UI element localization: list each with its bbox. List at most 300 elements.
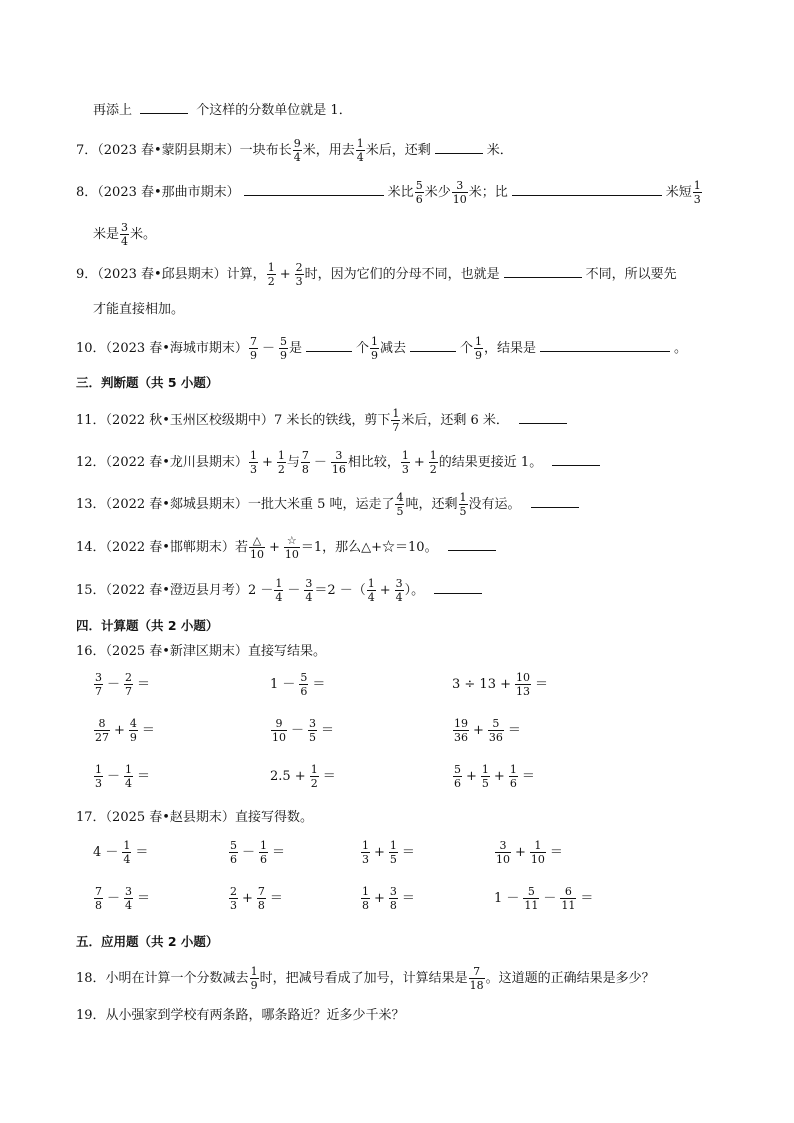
calc-item[interactable] [93, 840, 151, 865]
denominator: 13 [516, 685, 530, 698]
denominator: 8 [301, 463, 309, 476]
equals-sign: ＝ [137, 677, 151, 692]
calc-item[interactable] [452, 764, 538, 789]
fraction [277, 450, 286, 475]
denominator: 4 [305, 591, 313, 604]
numerator: 1 [459, 491, 467, 504]
numerator: 1 [481, 763, 489, 776]
section-heading-3: 三．判断题（共 5 小题） [76, 375, 219, 390]
fraction [474, 336, 483, 361]
numerator: 4 [396, 491, 404, 504]
operator: + [379, 583, 391, 598]
denominator: 10 [496, 853, 510, 866]
numerator: 6 [564, 885, 572, 898]
numerator: 9 [293, 137, 301, 150]
numerator: 1 [260, 839, 268, 852]
question-source: （2025 春•新津区期末） [105, 644, 248, 659]
numerator: 5 [454, 763, 461, 776]
question-18 [76, 966, 655, 991]
operator: + [493, 769, 505, 784]
numerator: 3 [125, 885, 133, 898]
q12-text: 与 [286, 455, 300, 470]
denominator: 9 [250, 979, 258, 992]
fraction [229, 840, 238, 865]
denominator: 3 [693, 193, 701, 206]
q14-text: 若 [234, 540, 248, 555]
q8-text: 米；比 [468, 185, 508, 200]
fraction [361, 840, 370, 865]
calc-prefix: 4 － [93, 845, 119, 860]
q6-blank[interactable] [140, 100, 188, 114]
denominator: 5 [481, 777, 489, 790]
denominator: 3 [295, 275, 303, 288]
equals-sign: ＝ [321, 723, 335, 738]
q10-text: 减去 [379, 341, 406, 356]
denominator: 6 [300, 685, 308, 698]
numerator: 7 [301, 449, 309, 462]
numerator: 1 [370, 335, 378, 348]
question-source: （2023 春•邱县期末） [97, 267, 227, 282]
q10-blank-3[interactable] [540, 338, 670, 352]
numerator: 3 [335, 449, 343, 462]
q8-text: 米少 [424, 185, 451, 200]
numerator: 1 [250, 965, 258, 978]
operator: + [279, 267, 291, 282]
operator: － [287, 583, 301, 598]
fraction [401, 450, 410, 475]
numerator: 3 [95, 671, 102, 684]
numerator: 7 [257, 885, 265, 898]
fraction [389, 840, 398, 865]
q9-text: 才能直接相加。 [93, 302, 185, 317]
q13-text: 没有运。 [468, 497, 521, 512]
denominator: 36 [454, 731, 468, 744]
denominator: 3 [362, 853, 369, 866]
numerator: 3 [395, 577, 403, 590]
fraction [249, 450, 258, 475]
fraction [356, 138, 365, 163]
operator: + [261, 455, 273, 470]
numerator: 5 [492, 717, 500, 730]
calc-item[interactable] [93, 886, 153, 911]
fraction [453, 718, 469, 743]
numerator: 3 [456, 179, 464, 192]
question-number: 10． [76, 341, 106, 356]
calc-item[interactable] [228, 840, 288, 865]
denominator: 16 [331, 463, 346, 476]
denominator: 4 [125, 777, 133, 790]
denominator: 18 [469, 979, 484, 992]
equals-sign: ＝ [269, 891, 283, 906]
denominator: 6 [509, 777, 517, 790]
fraction [124, 764, 133, 789]
q19-text: 从小强家到学校有两条路，哪条路近？近多少千米？ [105, 1008, 405, 1023]
equals-sign: ＝ [322, 769, 336, 784]
question-8-cont [93, 222, 156, 247]
calc-item[interactable] [452, 718, 524, 743]
question-19 [76, 1006, 405, 1026]
fraction [530, 840, 546, 865]
numerator: 19 [454, 717, 468, 730]
operator: － [543, 891, 557, 906]
operator: － [107, 769, 121, 784]
fraction [509, 764, 518, 789]
fraction [301, 450, 310, 475]
numerator: 1 [367, 577, 375, 590]
fraction [229, 886, 238, 911]
numerator: 1 [277, 449, 285, 462]
numerator: △ [252, 534, 262, 547]
denominator: 9 [279, 349, 287, 362]
denominator: 2 [277, 463, 285, 476]
operator: + [374, 845, 385, 860]
numerator: 1 [267, 261, 275, 274]
question-number: 12． [76, 455, 106, 470]
fraction [331, 450, 347, 475]
question-17 [76, 808, 313, 828]
section-heading-5: 五．应用题（共 2 小题） [76, 934, 219, 949]
fraction [415, 180, 424, 205]
fraction [370, 336, 379, 361]
q12-blank[interactable] [552, 452, 600, 466]
calc-item[interactable] [270, 764, 339, 789]
equals-sign: ＝ [141, 723, 155, 738]
question-number: 15． [76, 583, 106, 598]
fraction [122, 840, 131, 865]
q10-text: ，结果是 [484, 341, 537, 356]
denominator: 7 [125, 685, 133, 698]
denominator: 10 [249, 548, 264, 561]
denominator: 4 [121, 235, 129, 248]
calc-item[interactable] [93, 718, 158, 743]
q16-text: 直接写结果。 [247, 644, 326, 659]
fraction [308, 718, 317, 743]
fraction [395, 578, 404, 603]
question-number: 7． [76, 143, 98, 158]
question-number: 18． [76, 971, 106, 986]
q7-text: 米，用去 [302, 143, 355, 158]
q11-text: 7 米长的铁线，剪下 [273, 413, 391, 428]
q10-text: 。 [674, 341, 688, 356]
fraction [249, 336, 258, 361]
equals-sign: ＝ [401, 845, 415, 860]
question-7 [76, 138, 513, 163]
denominator: 5 [309, 731, 317, 744]
q13-text: 吨，还剩 [405, 497, 458, 512]
q9-text: 计算， [226, 267, 266, 282]
calc-item[interactable] [360, 886, 418, 911]
q10-blank-2[interactable] [410, 338, 456, 352]
denominator: 6 [454, 777, 461, 790]
equals-sign: ＝ [507, 723, 521, 738]
q11-text: 米后，还剩 6 米． [401, 413, 509, 428]
denominator: 3 [95, 777, 102, 790]
q9-blank[interactable] [504, 264, 582, 278]
denominator: 9 [370, 349, 378, 362]
equals-sign: ＝ [137, 769, 151, 784]
operator: － [313, 455, 327, 470]
fraction [267, 262, 276, 287]
q7-text: 一块布长 [239, 143, 292, 158]
question-source: （2022 春•澄迈县月考） [105, 583, 248, 598]
numerator: 10 [516, 671, 530, 684]
denominator: 8 [257, 899, 265, 912]
q10-text: 个 [460, 341, 474, 356]
fraction [129, 718, 138, 743]
denominator: 3 [249, 463, 257, 476]
numerator: 1 [95, 763, 102, 776]
calc-item[interactable] [270, 718, 337, 743]
fraction [367, 578, 376, 603]
equals-sign: ＝ [135, 845, 149, 860]
q12-text: 的结果更接近 1。 [438, 455, 543, 470]
question-source: （2023 春•蒙阴县期末） [97, 143, 240, 158]
numerator: 4 [129, 717, 137, 730]
numerator: 1 [362, 839, 369, 852]
denominator: 8 [95, 899, 102, 912]
denominator: 10 [452, 193, 467, 206]
q8-text: 米是 [93, 227, 120, 242]
question-16 [76, 642, 326, 662]
question-number: 13． [76, 497, 106, 512]
fraction [124, 886, 133, 911]
question-10 [76, 336, 687, 361]
q7-text: 米． [486, 143, 513, 158]
operator: － [291, 723, 305, 738]
operator: － [261, 341, 275, 356]
calc-item[interactable] [360, 840, 418, 865]
q14-blank[interactable] [448, 537, 496, 551]
equals-sign: ＝ [580, 891, 594, 906]
q8-blank-1[interactable] [244, 182, 384, 196]
calc-item[interactable] [228, 886, 286, 911]
fraction [395, 492, 404, 517]
numerator: ☆ [286, 534, 297, 547]
numerator: 5 [300, 671, 308, 684]
q13-text: 一批大米重 5 吨，运走了 [247, 497, 395, 512]
question-source: （2023 春•那曲市期末） [97, 185, 240, 200]
fraction [274, 578, 283, 603]
denominator: 8 [362, 899, 369, 912]
denominator: 11 [524, 899, 539, 912]
question-number: 16． [76, 644, 106, 659]
numerator: 7 [249, 335, 257, 348]
fraction [124, 672, 133, 697]
q8-text: 米。 [130, 227, 157, 242]
denominator: 4 [395, 591, 403, 604]
q6-line [93, 100, 352, 121]
question-13 [76, 492, 583, 517]
q15-blank[interactable] [434, 580, 482, 594]
numerator: 1 [534, 839, 542, 852]
numerator: 9 [275, 717, 283, 730]
q18-text: 时，把减号看成了加号，计算结果是 [259, 971, 468, 986]
denominator: 4 [125, 899, 133, 912]
equals-sign: ＝ [312, 677, 326, 692]
fraction [453, 764, 462, 789]
calc-item[interactable] [494, 886, 596, 911]
numerator: 3 [499, 839, 507, 852]
equals-sign: ＝ [521, 769, 535, 784]
fraction [120, 222, 129, 247]
question-number: 11． [76, 413, 106, 428]
fraction [94, 672, 103, 697]
q18-text: 小明在计算一个分数减去 [105, 971, 249, 986]
calc-item[interactable] [452, 672, 551, 697]
q11-blank[interactable] [519, 410, 567, 424]
fraction [523, 886, 539, 911]
operator: － [242, 845, 256, 860]
question-15 [76, 578, 486, 603]
denominator: 27 [95, 731, 109, 744]
fraction [469, 966, 485, 991]
q9-text: 时，因为它们的分母不同，也就是 [304, 267, 500, 282]
calc-item[interactable] [270, 672, 328, 697]
calc-item[interactable] [93, 672, 153, 697]
denominator: 10 [530, 853, 545, 866]
fraction [515, 672, 531, 697]
calc-prefix: 2.5 + [270, 769, 306, 784]
denominator: 7 [95, 685, 102, 698]
q14-text: ＝1，那么△+☆＝10。 [300, 540, 438, 555]
operator: + [374, 891, 385, 906]
calc-prefix: 1 － [270, 677, 296, 692]
denominator: 11 [561, 899, 576, 912]
numerator: 1 [401, 449, 409, 462]
fraction [250, 966, 259, 991]
fraction [249, 535, 265, 560]
denominator: 4 [275, 591, 283, 604]
numerator: 3 [121, 221, 129, 234]
question-source: （2022 秋•玉州区校级期中） [105, 413, 274, 428]
numerator: 3 [309, 717, 317, 730]
q13-blank[interactable] [531, 494, 579, 508]
fraction [452, 180, 468, 205]
denominator: 9 [249, 349, 257, 362]
fraction [560, 886, 576, 911]
numerator: 5 [527, 885, 535, 898]
denominator: 9 [129, 731, 137, 744]
fraction [257, 886, 266, 911]
fraction [310, 764, 319, 789]
q6-text: 个这样的分数单位就是 1． [196, 103, 352, 118]
numerator: 7 [473, 965, 481, 978]
question-source: （2023 春•海城市期末） [105, 341, 248, 356]
operator: + [466, 769, 477, 784]
fraction [94, 764, 103, 789]
q7-blank[interactable] [435, 140, 483, 154]
q12-text: 相比较， [347, 455, 400, 470]
denominator: 6 [230, 853, 237, 866]
numerator: 5 [279, 335, 287, 348]
q15-text: ＝2 －（ [314, 583, 366, 598]
numerator: 3 [389, 885, 397, 898]
fraction [481, 764, 490, 789]
question-8 [76, 180, 703, 205]
denominator: 10 [284, 548, 299, 561]
calc-prefix: 1 － [494, 891, 520, 906]
numerator: 3 [305, 577, 313, 590]
question-14 [76, 535, 500, 560]
question-source: （2022 春•邯郸期末） [105, 540, 235, 555]
equals-sign: ＝ [137, 891, 151, 906]
calc-item[interactable] [494, 840, 566, 865]
numerator: 2 [230, 885, 237, 898]
question-number: 8． [76, 185, 98, 200]
q10-blank-1[interactable] [306, 338, 352, 352]
fraction [259, 840, 268, 865]
denominator: 9 [475, 349, 483, 362]
fraction [94, 886, 103, 911]
fraction [293, 138, 302, 163]
q8-text: 米比 [387, 185, 414, 200]
fraction [391, 408, 400, 433]
denominator: 5 [389, 853, 397, 866]
numerator: 2 [295, 261, 303, 274]
question-number: 19． [76, 1008, 106, 1023]
calc-item[interactable] [93, 764, 153, 789]
q6-text: 再添上 [93, 103, 133, 118]
numerator: 1 [356, 137, 364, 150]
denominator: 6 [260, 853, 268, 866]
fraction [389, 886, 398, 911]
numerator: 1 [475, 335, 483, 348]
fraction [488, 718, 504, 743]
q18-text: 。这道题的正确结果是多少？ [485, 971, 655, 986]
question-9 [76, 262, 677, 287]
denominator: 8 [389, 899, 397, 912]
numerator: 5 [415, 179, 423, 192]
denominator: 4 [367, 591, 375, 604]
q17-text: 直接写得数。 [234, 810, 313, 825]
numerator: 1 [249, 449, 257, 462]
numerator: 2 [125, 671, 133, 684]
fraction [295, 262, 304, 287]
fraction [279, 336, 288, 361]
numerator: 1 [123, 839, 131, 852]
fraction [299, 672, 308, 697]
denominator: 7 [392, 421, 400, 434]
denominator: 3 [401, 463, 409, 476]
fraction [94, 718, 110, 743]
denominator: 5 [396, 505, 404, 518]
fraction [693, 180, 702, 205]
denominator: 4 [123, 853, 131, 866]
fraction [459, 492, 468, 517]
operator: － [107, 891, 121, 906]
operator: + [515, 845, 526, 860]
question-source: （2022 春•龙川县期末） [105, 455, 248, 470]
q7-text: 米后，还剩 [365, 143, 431, 158]
denominator: 10 [272, 731, 286, 744]
question-number: 17． [76, 810, 106, 825]
q8-blank-2[interactable] [512, 182, 662, 196]
numerator: 1 [275, 577, 283, 590]
question-source: （2022 春•郯城县期末） [105, 497, 248, 512]
numerator: 1 [693, 179, 701, 192]
numerator: 1 [125, 763, 133, 776]
denominator: 6 [415, 193, 423, 206]
operator: + [114, 723, 125, 738]
numerator: 1 [389, 839, 397, 852]
denominator: 4 [356, 151, 364, 164]
question-9-cont [93, 300, 184, 320]
denominator: 3 [230, 899, 237, 912]
numerator: 1 [509, 763, 517, 776]
denominator: 2 [267, 275, 275, 288]
q10-text: 个 [355, 341, 369, 356]
section-heading-4: 四．计算题（共 2 小题） [76, 618, 219, 633]
